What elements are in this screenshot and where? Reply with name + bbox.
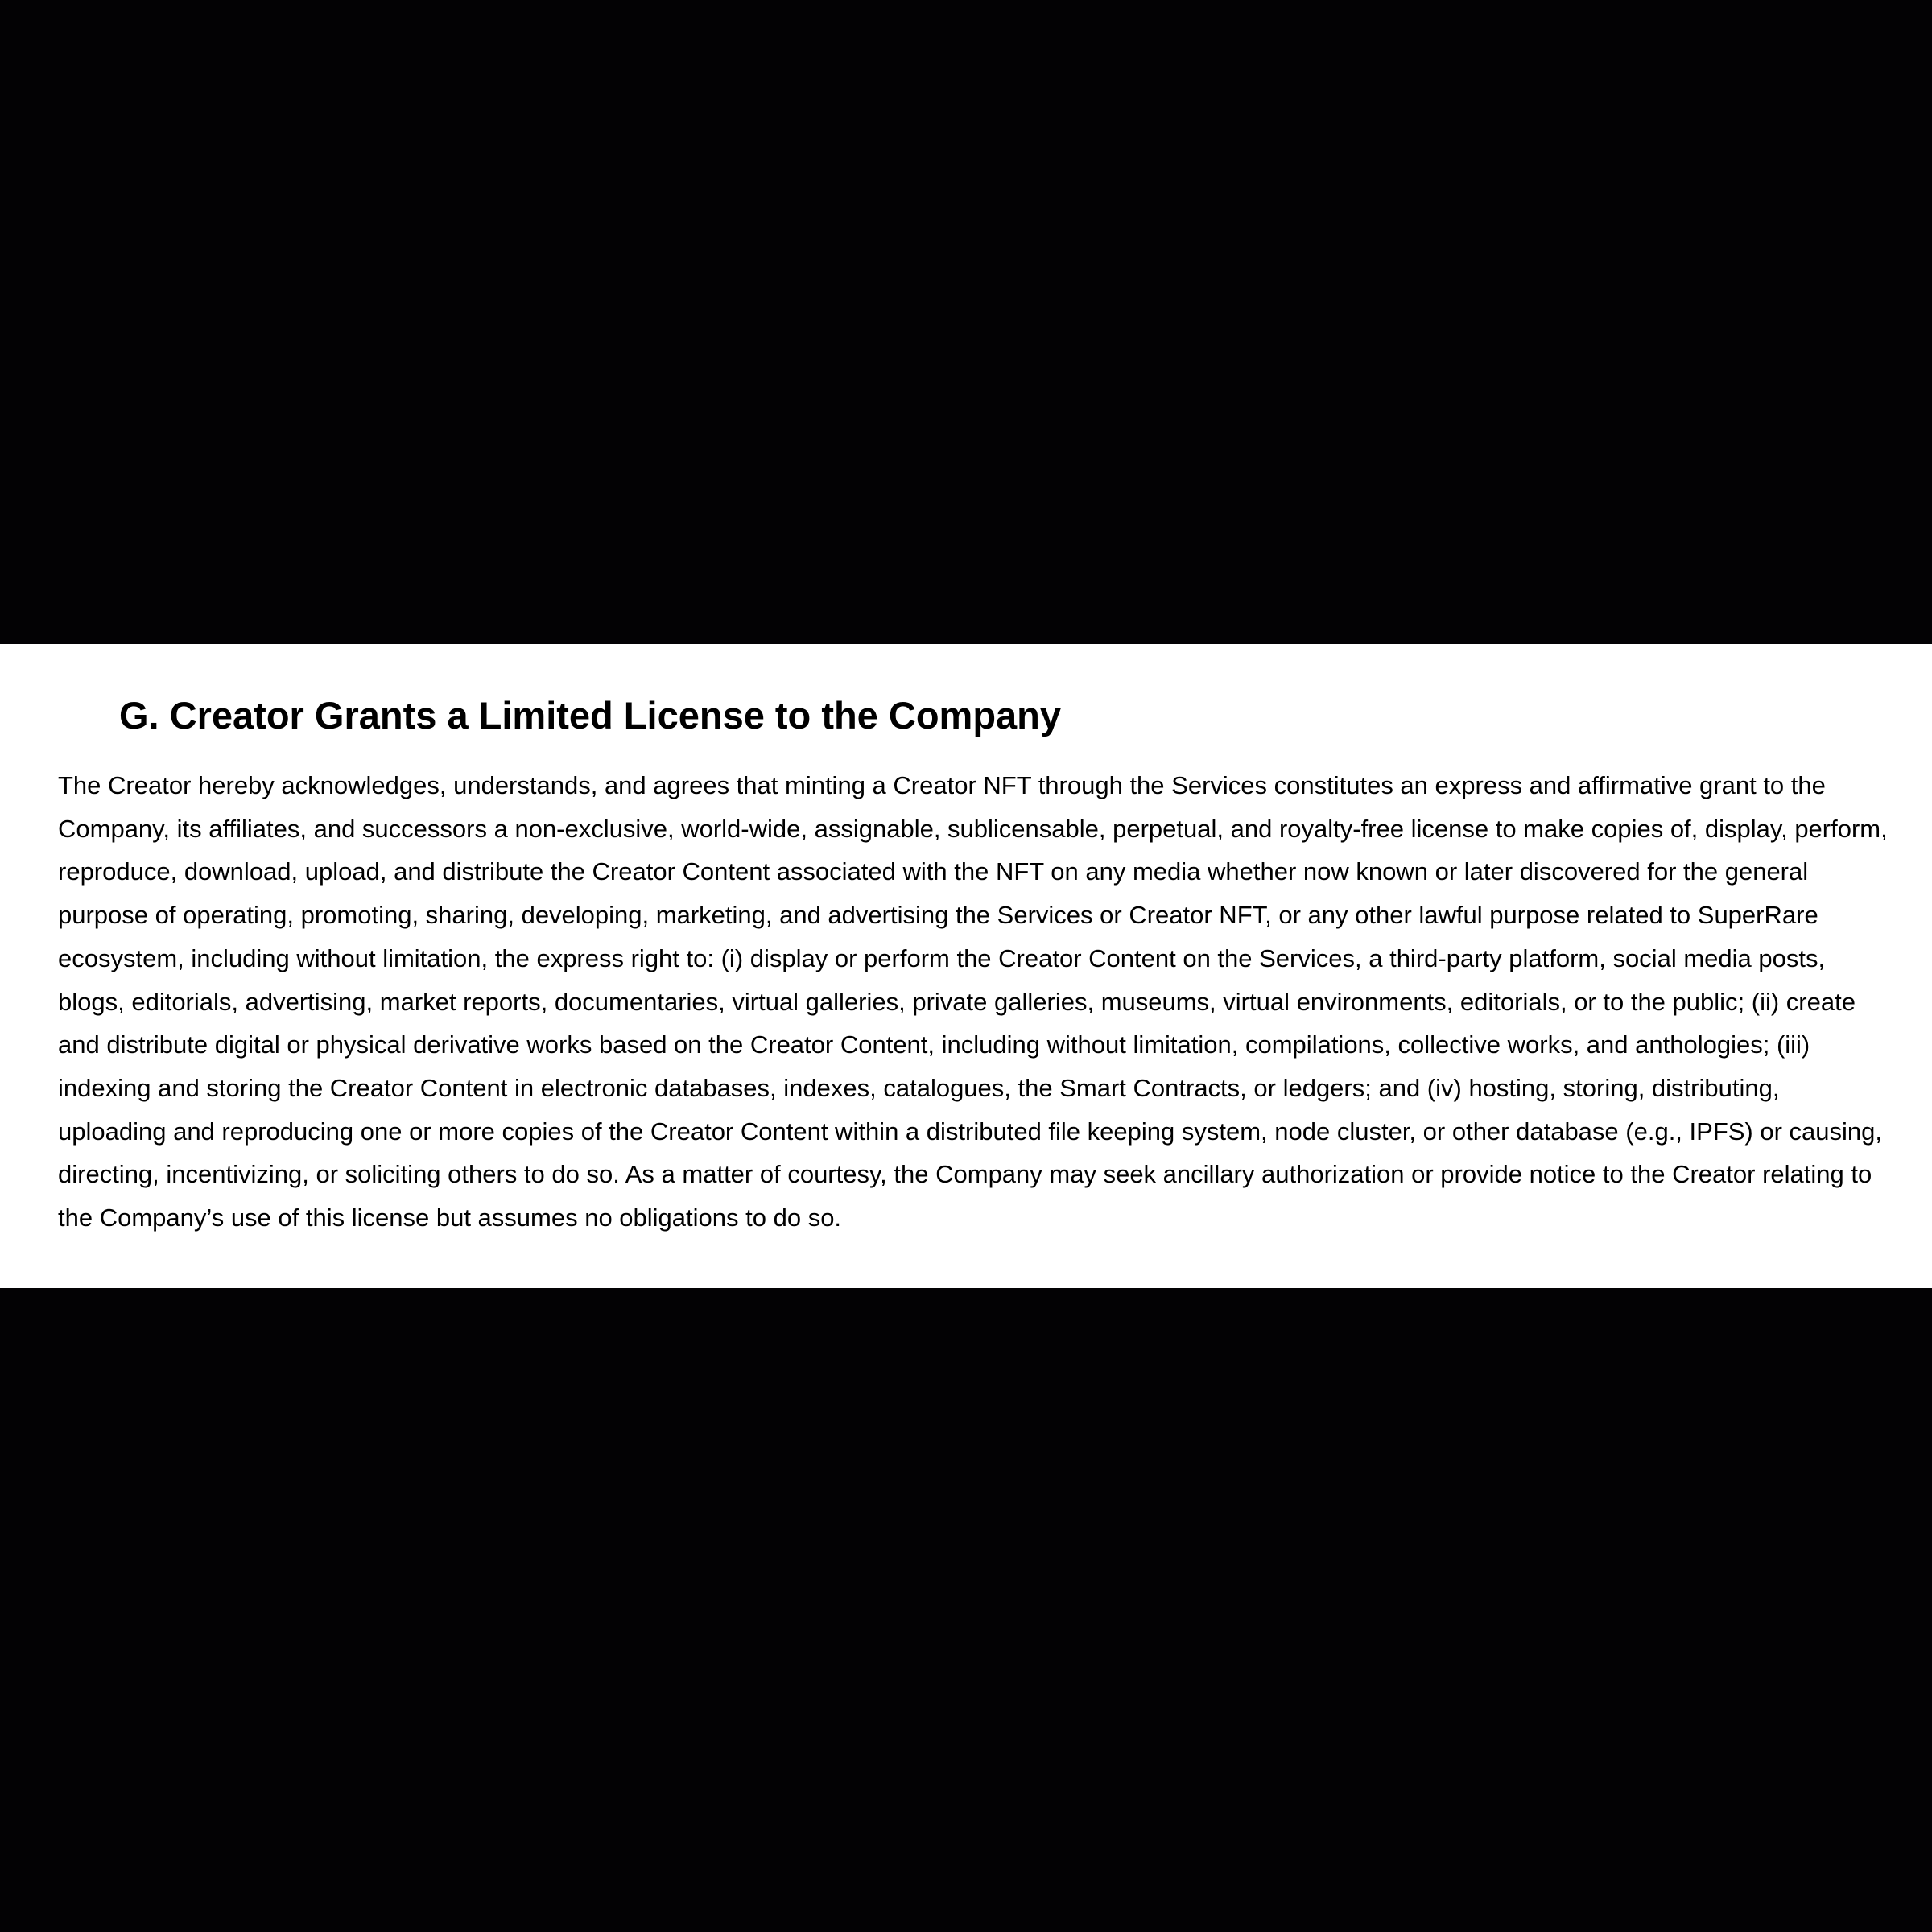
document-section [0,644,1932,1288]
body-line: blogs, editorials, advertising, market reports, documentaries, virtual galleries, private galleries, museums, virtual environments, editorials, or to the public; (ii) create [58,987,1856,1016]
body-line: The Creator hereby acknowledges, understands, and agrees that minting a Creator NFT through the Services constitutes an express and affirmative grant to the [58,771,1826,799]
letterbox-bottom [0,1288,1932,1932]
letterbox-top [0,0,1932,644]
body-line: directing, incentivizing, or soliciting others to do so. As a matter of courtesy, the Company may seek ancillary authorization or provide notice to the Creator relating to [58,1160,1872,1189]
body-line: and distribute digital or physical derivative works based on the Creator Content, including without limitation, compilations, collective works, and anthologies; (iii) [58,1030,1810,1059]
body-line: indexing and storing the Creator Content in electronic databases, indexes, catalogues, the Smart Contracts, or ledgers; and (iv) hosting, storing, distributing, [58,1073,1780,1102]
body-line: reproduce, download, upload, and distribute the Creator Content associated with the NFT on any media whether now known or later discovered for the general [58,857,1809,886]
body-line: the Company’s use of this license but assumes no obligations to do so. [58,1203,842,1232]
body-line: ecosystem, including without limitation, the express right to: (i) display or perform the Creator Content on the Services, a third-party platform, social media posts, [58,943,1826,972]
section-body [58,764,1909,1240]
body-line: purpose of operating, promoting, sharing, developing, marketing, and advertising the Services or Creator NFT, or any other lawful purpose related to SuperRare [58,901,1818,930]
body-line: Company, its affiliates, and successors a non-exclusive, world-wide, assignable, sublicensable, perpetual, and royalty-free license to make copies of, display, perform, [58,814,1888,843]
body-line: uploading and reproducing one or more copies of the Creator Content within a distributed file keeping system, node cluster, or other database (e.g., IPFS) or causing, [58,1117,1883,1146]
section-heading: G. Creator Grants a Limited License to the Company [119,694,1062,737]
